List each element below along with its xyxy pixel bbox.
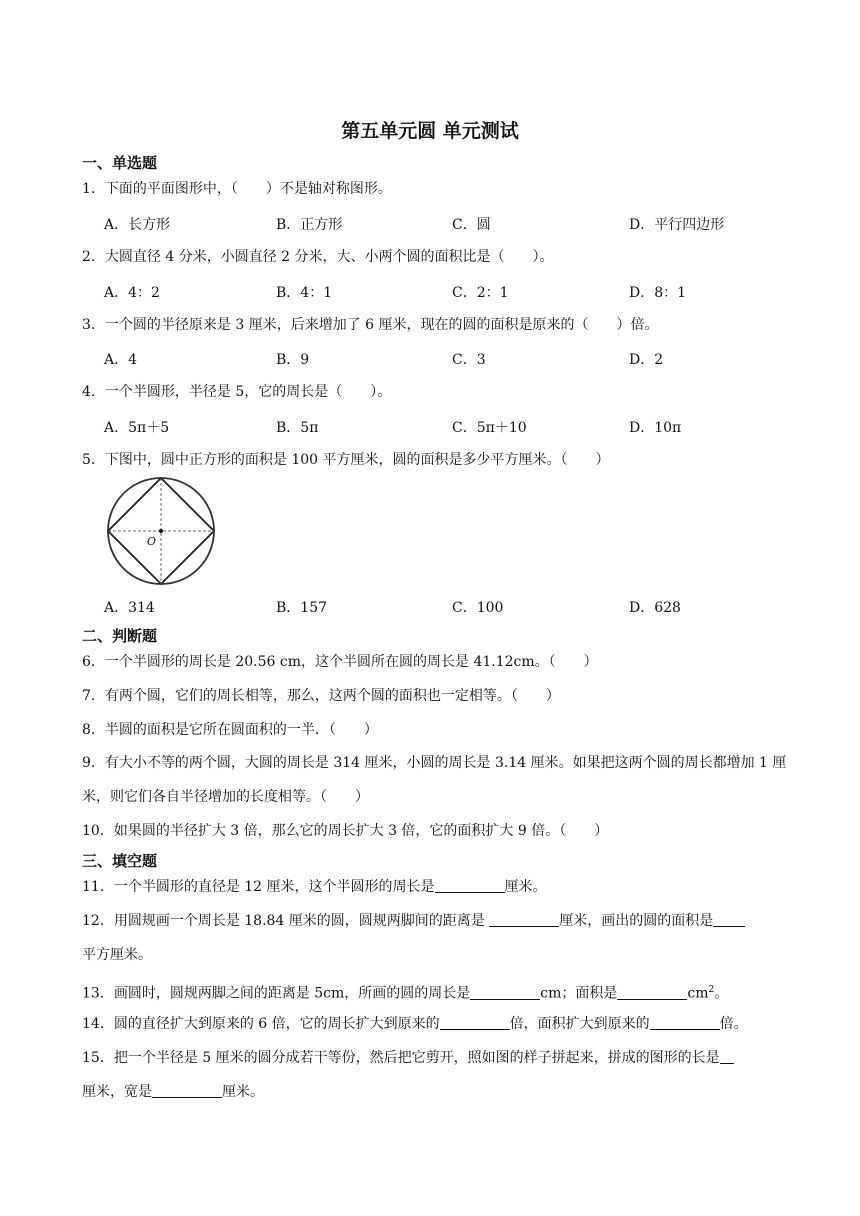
question-12-continued: 平方厘米。	[82, 947, 152, 963]
answer-blank[interactable]	[720, 1049, 734, 1064]
question-13	[82, 973, 812, 1011]
question-11	[82, 870, 812, 904]
center-label: O	[147, 535, 157, 548]
option-d: D．628	[629, 600, 681, 616]
question-14-text: 14．圆的直径扩大到原来的 6 倍，它的周长扩大到原来的	[82, 1016, 440, 1032]
option-b: B．正方形	[276, 217, 343, 233]
answer-blank[interactable]	[713, 912, 745, 927]
question-4: 4．一个半圆形，半径是 5，它的周长是（ ）。	[82, 384, 392, 400]
center-point	[159, 529, 163, 533]
question-13-text-mid: cm；面积是	[540, 985, 618, 1002]
section-heading-true-false: 二、判断题	[82, 627, 158, 645]
option-b: B．4：1	[276, 285, 333, 301]
question-2: 2．大圆直径 4 分米，小圆直径 2 分米，大、小两个圆的面积比是（ ）。	[82, 249, 554, 265]
question-1: 1．下面的平面图形中，（ ）不是轴对称图形。	[82, 181, 392, 197]
question-7: 7．有两个圆，它们的周长相等，那么，这两个圆的面积也一定相等。（ ）	[82, 688, 560, 704]
answer-blank[interactable]	[152, 1083, 222, 1098]
section-heading-single-choice: 一、单选题	[82, 154, 158, 172]
answer-blank[interactable]	[650, 1015, 720, 1030]
question-13-text-end: 。	[714, 985, 729, 1002]
question-5-options	[104, 597, 804, 617]
question-4-options	[104, 417, 804, 437]
question-2-options	[104, 282, 804, 302]
question-13-text: 13．画圆时，圆规两脚之间的距离是 5cm，所画的圆的周长是	[82, 985, 471, 1002]
option-b: B．157	[276, 600, 328, 616]
question-12-text-mid: 厘米，画出的圆的面积是	[559, 913, 714, 929]
option-a: A．4：2	[104, 285, 160, 301]
question-3-options	[104, 349, 804, 369]
question-15	[82, 1041, 812, 1075]
question-3: 3．一个圆的半径原来是 3 厘米，后来增加了 6 厘米，现在的圆的面积是原来的（ ）倍。	[82, 317, 659, 333]
question-11-text: 11．一个半圆形的直径是 12 厘米，这个半圆形的周长是	[82, 879, 435, 895]
option-a: A．长方形	[104, 217, 171, 233]
option-c: C．5π＋10	[452, 420, 527, 436]
option-d: D．8：1	[629, 285, 687, 301]
question-6: 6．一个半圆形的周长是 20.56 cm，这个半圆所在圆的周长是 41.12cm。（ ）	[82, 654, 598, 670]
section-heading-fill-in: 三、填空题	[82, 852, 158, 870]
option-a: A．4	[104, 352, 138, 368]
question-14-text-end: 倍。	[719, 1016, 748, 1032]
unit-exponent: 2	[708, 985, 715, 995]
question-12	[82, 904, 812, 938]
option-a: A．5π＋5	[104, 420, 170, 436]
question-12-text: 12．用圆规画一个周长是 18.84 厘米的圆，圆规两脚间的距离是	[82, 913, 490, 929]
option-c: C．100	[452, 600, 504, 616]
question-15-text-end: 厘米。	[222, 1084, 264, 1100]
answer-blank[interactable]	[440, 1015, 510, 1030]
page-title: 第五单元圆 单元测试	[341, 120, 519, 142]
option-c: C．3	[452, 352, 486, 368]
option-b: B．9	[276, 352, 310, 368]
unit-cm: cm	[687, 985, 709, 1002]
question-14	[82, 1007, 812, 1041]
question-11-text-end: 厘米。	[504, 879, 547, 895]
option-c: C．圆	[452, 217, 491, 233]
answer-blank[interactable]	[435, 878, 505, 893]
question-8: 8．半圆的面积是它所在圆面积的一半．（ ）	[82, 722, 378, 738]
option-d: D．10π	[629, 420, 682, 436]
option-a: A．314	[104, 600, 155, 616]
question-15-continued	[82, 1075, 812, 1109]
question-15-text-mid: 厘米，宽是	[82, 1084, 152, 1100]
option-c: C．2：1	[452, 285, 509, 301]
option-d: D．平行四边形	[629, 217, 725, 233]
question-9: 9．有大小不等的两个圆，大圆的周长是 314 厘米，小圆的周长是 3.14 厘米。如果把这两个圆的周长都增加 1 厘米，则它们各自半径增加的长度相等。（ ）	[82, 755, 787, 805]
answer-blank[interactable]	[617, 985, 687, 1000]
question-14-text-mid: 倍，面积扩大到原来的	[509, 1016, 650, 1032]
question-15-text: 15．把一个半径是 5 厘米的圆分成若干等份，然后把它剪开，照如图的样子拼起来，拼成的图形的长是	[82, 1050, 720, 1066]
option-d: D．2	[629, 352, 664, 368]
circle-inscribed-square-figure	[104, 474, 224, 594]
answer-blank[interactable]	[470, 985, 540, 1000]
question-1-options	[104, 214, 804, 234]
question-10: 10．如果圆的半径扩大 3 倍，那么它的周长扩大 3 倍，它的面积扩大 9 倍。（ ）	[82, 823, 609, 839]
question-5: 5．下图中，圆中正方形的面积是 100 平方厘米，圆的面积是多少平方厘米。（ ）	[82, 452, 610, 468]
answer-blank[interactable]	[489, 912, 559, 927]
option-b: B．5π	[276, 420, 319, 436]
